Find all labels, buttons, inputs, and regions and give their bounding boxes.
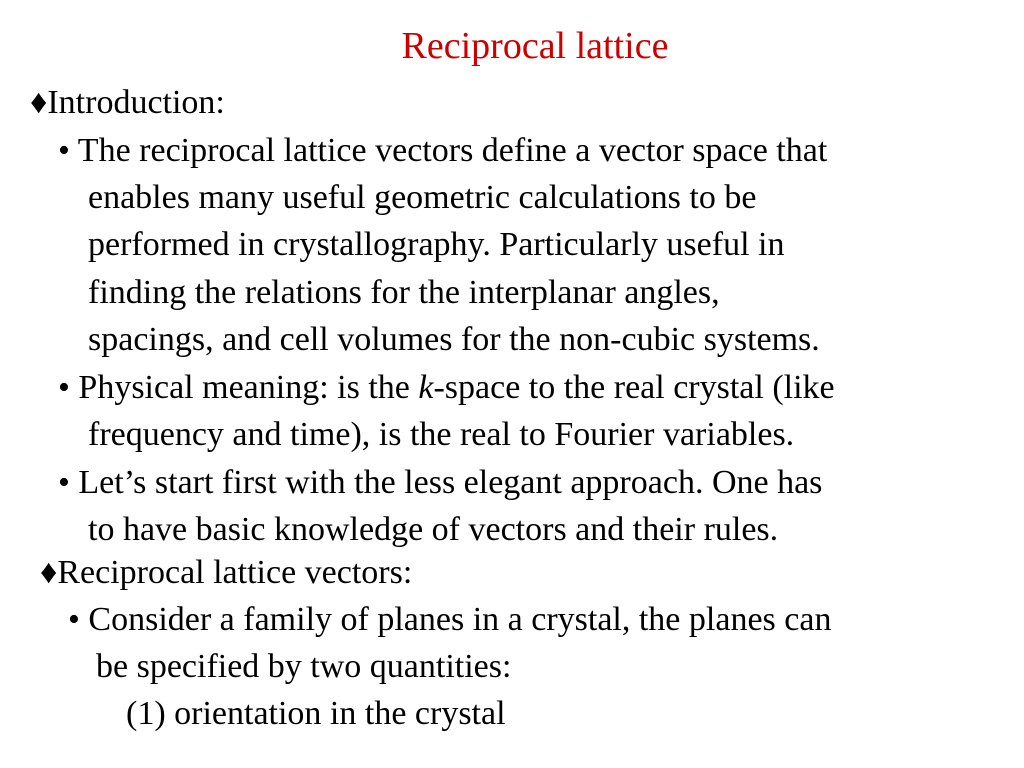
bullet-continuation: spacings, and cell volumes for the non-cubic systems.: [88, 321, 820, 358]
bullet-continuation: be specified by two quantities:: [96, 648, 512, 685]
bullet-text: Let’s start first with the less elegant approach. One has: [78, 464, 823, 501]
bullet-continuation: enables many useful geometric calculations to be: [88, 179, 757, 216]
bullet-text: The reciprocal lattice vectors define a vector space that: [77, 132, 828, 169]
bullet-text-part: Physical meaning: is the: [78, 369, 419, 406]
diamond-bullet-icon: ♦: [30, 84, 48, 121]
bullet-continuation: frequency and time), is the real to Fourier variables.: [88, 416, 795, 453]
bullet-line: [58, 364, 835, 412]
section-heading-text: Reciprocal lattice vectors:: [57, 554, 413, 591]
section-heading-text: Introduction:: [47, 84, 225, 121]
dot-bullet-icon: •: [58, 464, 70, 501]
dot-bullet-icon: •: [58, 132, 70, 169]
bullet-text: Consider a family of planes in a crystal, the planes can: [88, 601, 832, 638]
diamond-bullet-icon: ♦: [40, 554, 58, 591]
slide-title: Reciprocal lattice: [401, 25, 669, 67]
bullet-line: [58, 459, 822, 507]
bullet-continuation: performed in crystallography. Particularly useful in: [88, 226, 785, 263]
bullet-continuation: to have basic knowledge of vectors and their rules.: [88, 511, 779, 548]
dot-bullet-icon: •: [58, 369, 70, 406]
italic-k-symbol: k: [418, 369, 434, 406]
sub-item: (1) orientation in the crystal: [126, 695, 506, 732]
section-heading-reciprocal-vectors: [40, 549, 412, 597]
bullet-line: [58, 127, 827, 175]
bullet-line: [68, 596, 831, 644]
bullet-text-part: -space to the real crystal (like: [433, 369, 835, 406]
bullet-continuation: finding the relations for the interplanar angles,: [88, 274, 720, 311]
dot-bullet-icon: •: [68, 601, 80, 638]
section-heading-introduction: [30, 79, 225, 127]
